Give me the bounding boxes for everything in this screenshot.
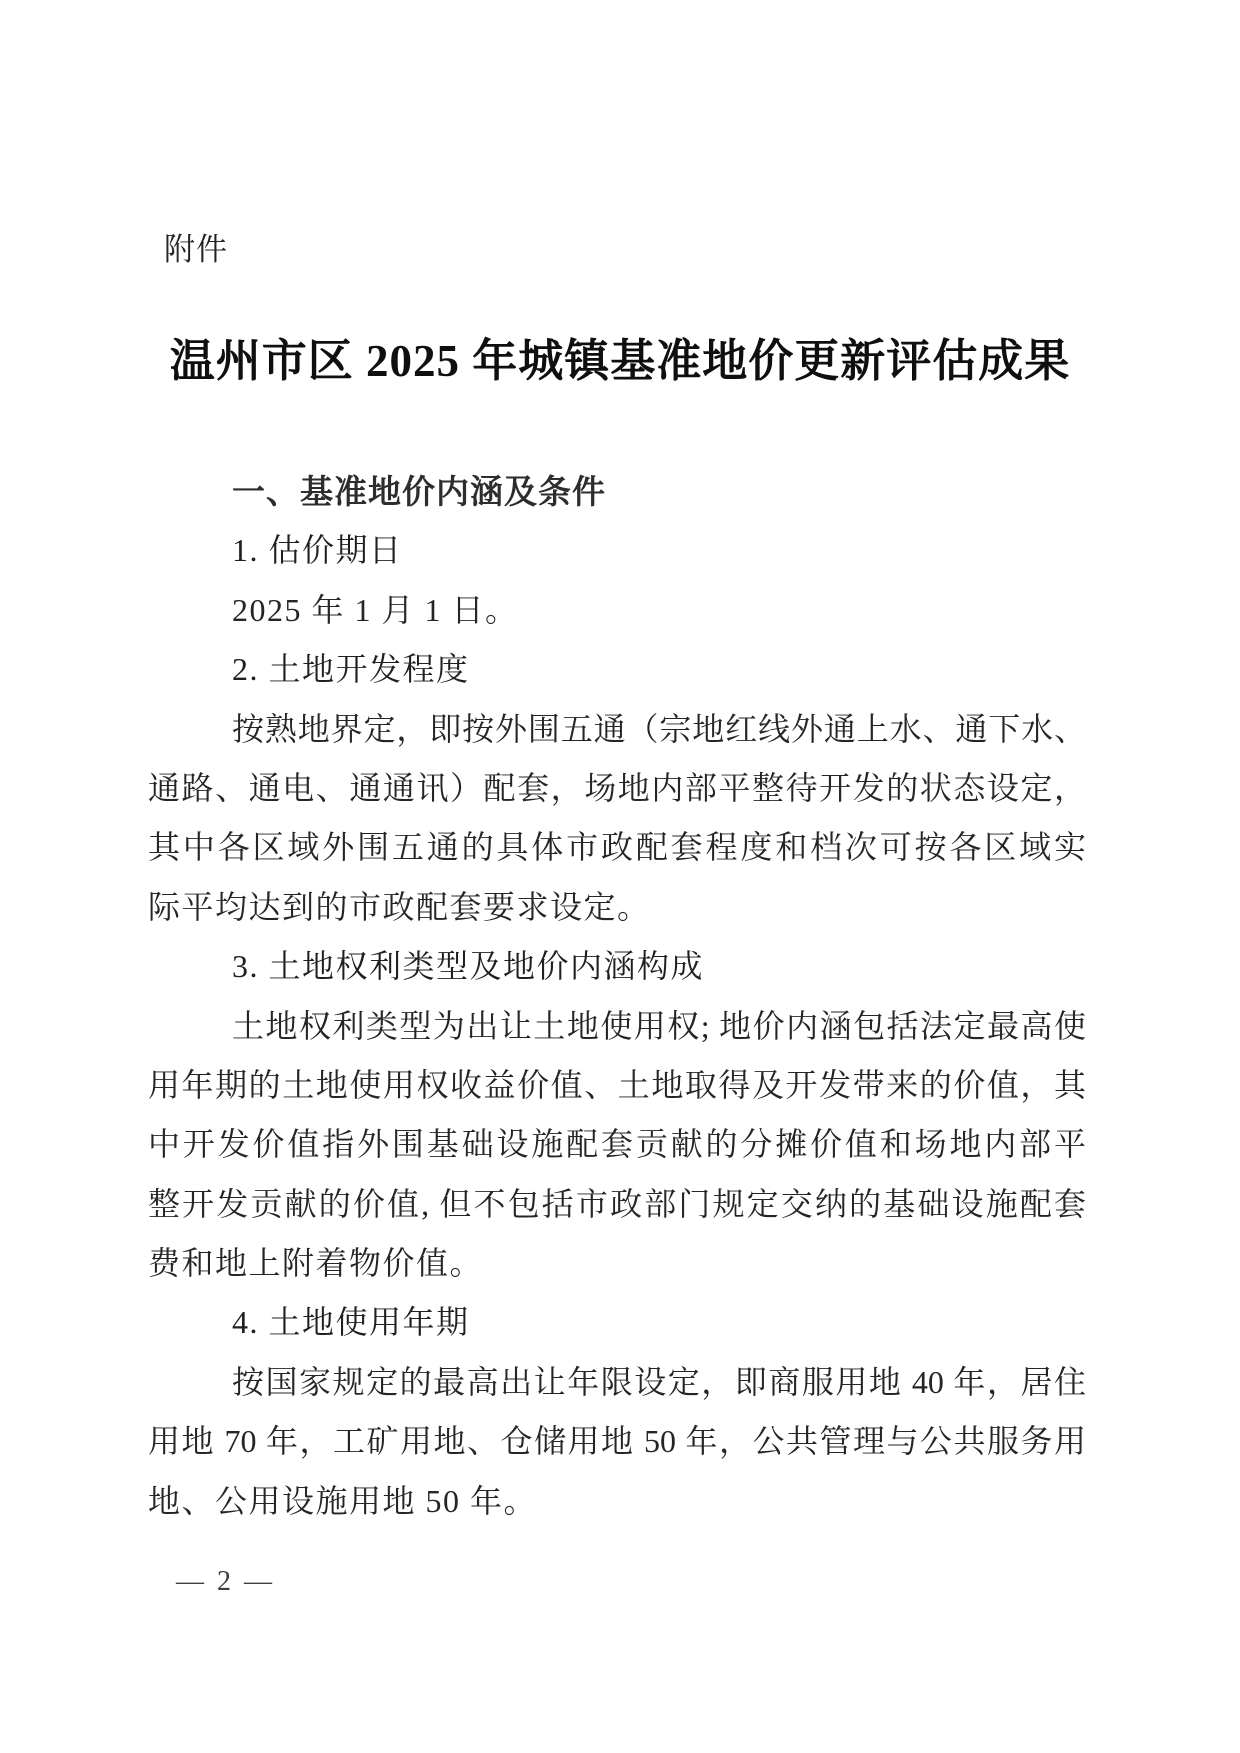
paragraph-line: 地、公用设施用地 50 年。	[148, 1482, 538, 1519]
document-body	[148, 462, 1086, 1531]
subheading-1: 1. 估价期日	[232, 532, 403, 569]
paragraph-line: 用地 70 年，工矿用地、仓储用地 50 年，公共管理与公共服务用	[148, 1423, 1086, 1460]
section-heading: 一、基准地价内涵及条件	[232, 473, 606, 510]
page-number: — 2 —	[176, 1566, 275, 1597]
subheading-2: 2. 土地开发程度	[232, 651, 470, 688]
paragraph-line: 费和地上附着物价值。	[148, 1245, 484, 1282]
document-title: 温州市区 2025 年城镇基准地价更新评估成果	[169, 336, 1071, 386]
paragraph-line: 用年期的土地使用权收益价值、土地取得及开发带来的价值，其	[148, 1066, 1086, 1103]
paragraph-line: 际平均达到的市政配套要求设定。	[148, 888, 651, 925]
paragraph-line: 其中各区域外围五通的具体市政配套程度和档次可按各区域实	[148, 829, 1086, 866]
paragraph-line: 按国家规定的最高出让年限设定，即商服用地 40 年，居住	[232, 1363, 1086, 1400]
paragraph-line: 整开发贡献的价值, 但不包括市政部门规定交纳的基础设施配套	[148, 1185, 1086, 1222]
paragraph-line: 中开发价值指外围基础设施配套贡献的分摊价值和场地内部平	[148, 1126, 1086, 1163]
paragraph-line: 土地权利类型为出让土地使用权; 地价内涵包括法定最高使	[232, 1007, 1086, 1044]
subheading-3: 3. 土地权利类型及地价内涵构成	[232, 948, 705, 985]
paragraph-line: 按熟地界定，即按外围五通（宗地红线外通上水、通下水、	[232, 710, 1086, 747]
paragraph-line: 通路、通电、通通讯）配套，场地内部平整待开发的状态设定，	[148, 769, 1086, 806]
attachment-label: 附件	[164, 232, 228, 267]
paragraph-line: 2025 年 1 月 1 日。	[232, 591, 519, 628]
subheading-4: 4. 土地使用年期	[232, 1304, 470, 1341]
